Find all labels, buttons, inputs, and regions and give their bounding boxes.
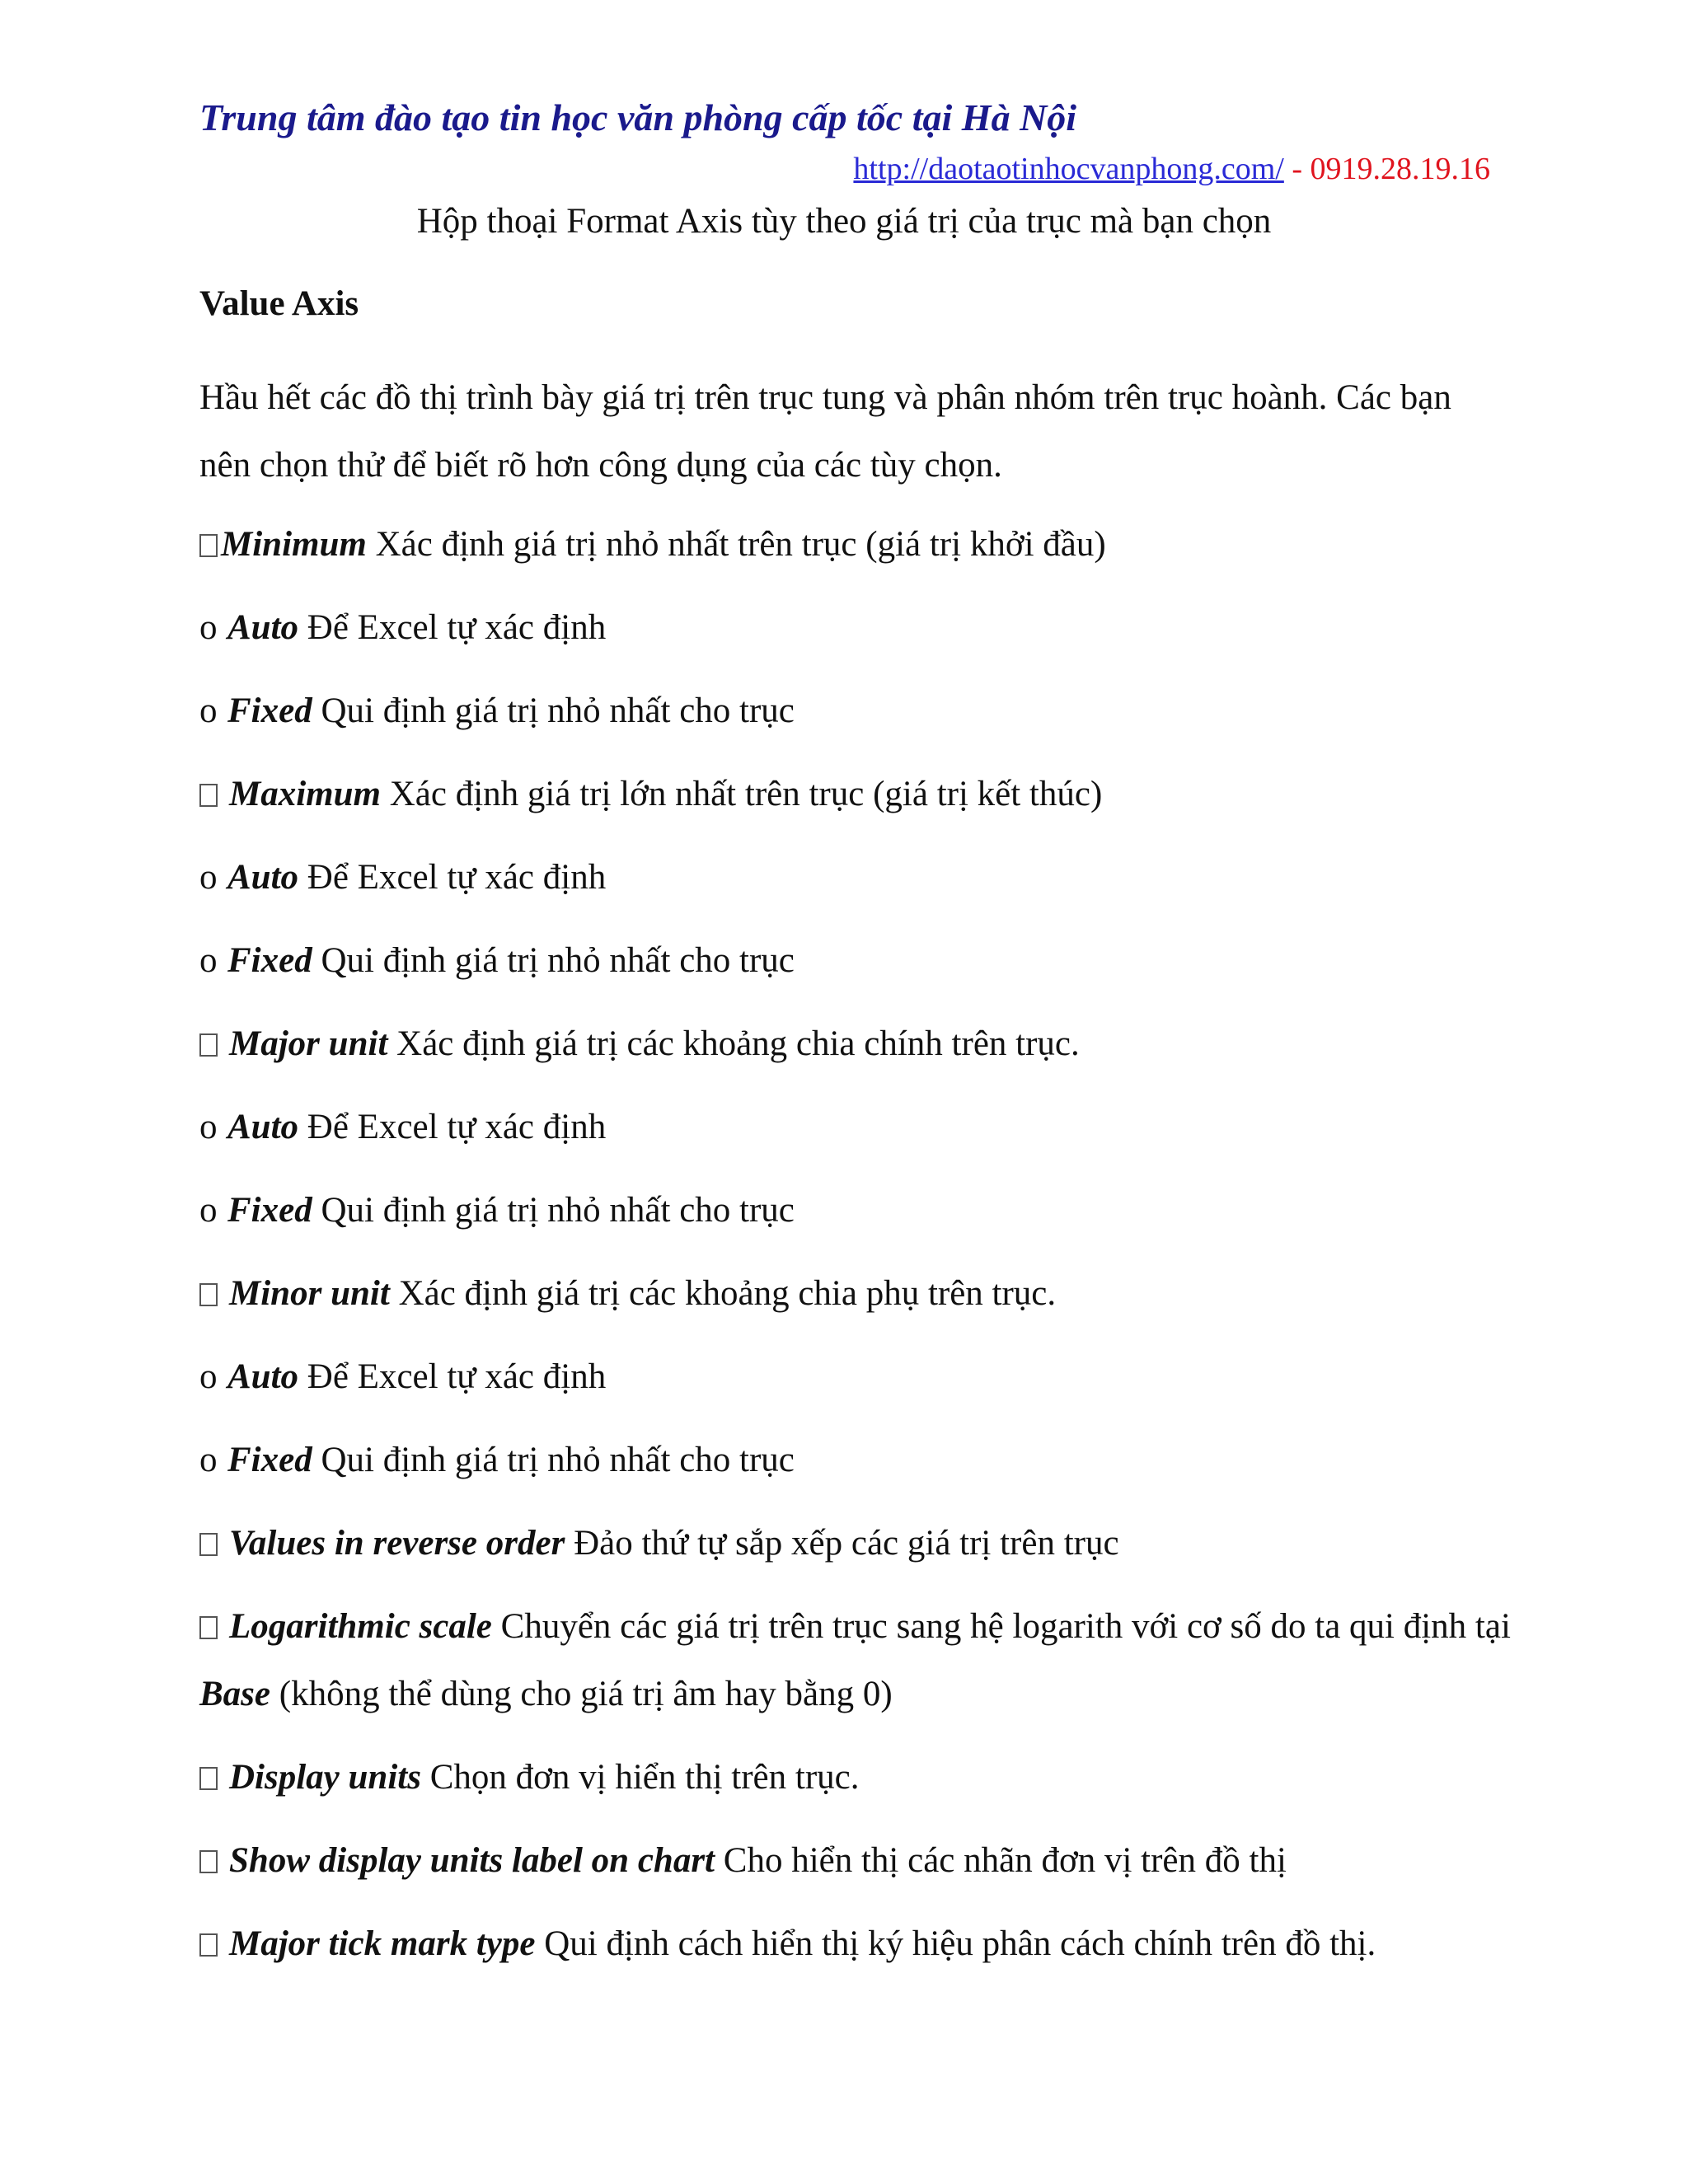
sub-option-item bbox=[199, 844, 1518, 927]
option-description: Để Excel tự xác định bbox=[298, 1357, 607, 1396]
option-term-secondary: Base bbox=[199, 1675, 270, 1713]
circle-bullet: o bbox=[199, 1191, 218, 1230]
circle-bullet: o bbox=[199, 1108, 218, 1146]
website-link[interactable]: http://daotaotinhocvanphong.com/ bbox=[853, 152, 1284, 186]
option-term: Fixed bbox=[227, 1441, 312, 1479]
option-term: Display units bbox=[229, 1758, 421, 1797]
option-term: Show display units label on chart bbox=[229, 1841, 715, 1880]
option-term: Fixed bbox=[227, 1191, 312, 1230]
option-term: Auto bbox=[227, 1108, 299, 1146]
option-description: Qui định giá trị nhỏ nhất cho trục bbox=[312, 1441, 795, 1479]
circle-bullet: o bbox=[199, 1441, 218, 1479]
sub-option-item bbox=[199, 1177, 1518, 1260]
checkbox-bullet-icon bbox=[199, 1767, 218, 1790]
option-term: Auto bbox=[227, 1357, 299, 1396]
option-term: Major unit bbox=[229, 1024, 388, 1063]
option-description: Để Excel tự xác định bbox=[298, 858, 607, 897]
header-contact bbox=[853, 151, 1490, 187]
phone-number: 0919.28.19.16 bbox=[1310, 152, 1490, 186]
option-item bbox=[199, 1744, 1518, 1827]
option-list bbox=[199, 511, 1518, 1994]
checkbox-bullet-icon bbox=[199, 1850, 218, 1873]
header-separator: - bbox=[1283, 152, 1311, 186]
option-term: Logarithmic scale bbox=[229, 1607, 492, 1646]
option-item bbox=[199, 1260, 1518, 1343]
option-description: Qui định giá trị nhỏ nhất cho trục bbox=[312, 941, 795, 980]
document-subtitle: Hộp thoại Format Axis tùy theo giá trị của trục mà bạn chọn bbox=[416, 202, 1272, 241]
option-term: Maximum bbox=[229, 775, 381, 813]
circle-bullet: o bbox=[199, 1357, 218, 1396]
intro-paragraph: Hầu hết các đồ thị trình bày giá trị trên trục tung và phân nhóm trên trục hoành. Các bạn nên chọn thử để biết rõ hơn công dụng của các tùy chọn. bbox=[199, 378, 1451, 485]
checkbox-bullet-icon bbox=[199, 784, 218, 807]
checkbox-bullet-icon bbox=[199, 1533, 218, 1556]
checkbox-bullet-icon bbox=[199, 1033, 218, 1057]
circle-bullet: o bbox=[199, 691, 218, 730]
option-description: Xác định giá trị các khoảng chia phụ trên trục. bbox=[389, 1274, 1057, 1313]
header-title: Trung tâm đào tạo tin học văn phòng cấp tốc tại Hà Nội bbox=[199, 96, 1077, 138]
sub-option-item bbox=[199, 594, 1518, 677]
option-description-continued: (không thể dùng cho giá trị âm hay bằng 0) bbox=[270, 1675, 893, 1713]
sub-option-item bbox=[199, 927, 1518, 1010]
option-item bbox=[199, 1510, 1518, 1593]
option-term: Values in reverse order bbox=[229, 1524, 565, 1563]
option-term: Fixed bbox=[227, 691, 312, 730]
option-description: Để Excel tự xác định bbox=[298, 608, 607, 647]
option-description: Xác định giá trị các khoảng chia chính trên trục. bbox=[387, 1024, 1080, 1063]
option-description: Xác định giá trị nhỏ nhất trên trục (giá trị khởi đầu) bbox=[366, 525, 1106, 564]
option-description: Xác định giá trị lớn nhất trên trục (giá trị kết thúc) bbox=[381, 775, 1103, 813]
option-item bbox=[199, 1827, 1518, 1910]
option-term: Fixed bbox=[227, 941, 312, 980]
option-description: Qui định giá trị nhỏ nhất cho trục bbox=[312, 691, 795, 730]
checkbox-bullet-icon bbox=[199, 1283, 218, 1306]
option-item bbox=[199, 1593, 1518, 1744]
sub-option-item bbox=[199, 677, 1518, 761]
checkbox-bullet-icon bbox=[199, 534, 218, 557]
option-description: Chọn đơn vị hiển thị trên trục. bbox=[420, 1758, 860, 1797]
section-heading: Value Axis bbox=[199, 284, 359, 323]
sub-option-item bbox=[199, 1094, 1518, 1177]
circle-bullet: o bbox=[199, 858, 218, 897]
option-term: Minimum bbox=[221, 525, 367, 564]
option-item bbox=[199, 511, 1518, 594]
option-term: Major tick mark type bbox=[229, 1924, 536, 1963]
checkbox-bullet-icon bbox=[199, 1616, 218, 1639]
circle-bullet: o bbox=[199, 608, 218, 647]
option-item bbox=[199, 1910, 1518, 1994]
option-term: Minor unit bbox=[229, 1274, 390, 1313]
option-description: Cho hiển thị các nhãn đơn vị trên đồ thị bbox=[715, 1841, 1287, 1880]
option-term: Auto bbox=[227, 858, 299, 897]
checkbox-bullet-icon bbox=[199, 1933, 218, 1957]
option-term: Auto bbox=[227, 608, 299, 647]
option-description: Đảo thứ tự sắp xếp các giá trị trên trục bbox=[565, 1524, 1119, 1563]
option-description: Qui định giá trị nhỏ nhất cho trục bbox=[312, 1191, 795, 1230]
option-item bbox=[199, 761, 1518, 844]
circle-bullet: o bbox=[199, 941, 218, 980]
sub-option-item bbox=[199, 1427, 1518, 1510]
sub-option-item bbox=[199, 1343, 1518, 1427]
option-description: Để Excel tự xác định bbox=[298, 1108, 607, 1146]
option-item bbox=[199, 1010, 1518, 1094]
option-description: Chuyển các giá trị trên trục sang hệ logarith với cơ số do ta qui định tại bbox=[491, 1607, 1511, 1646]
option-description: Qui định cách hiển thị ký hiệu phân cách chính trên đồ thị. bbox=[535, 1924, 1376, 1963]
